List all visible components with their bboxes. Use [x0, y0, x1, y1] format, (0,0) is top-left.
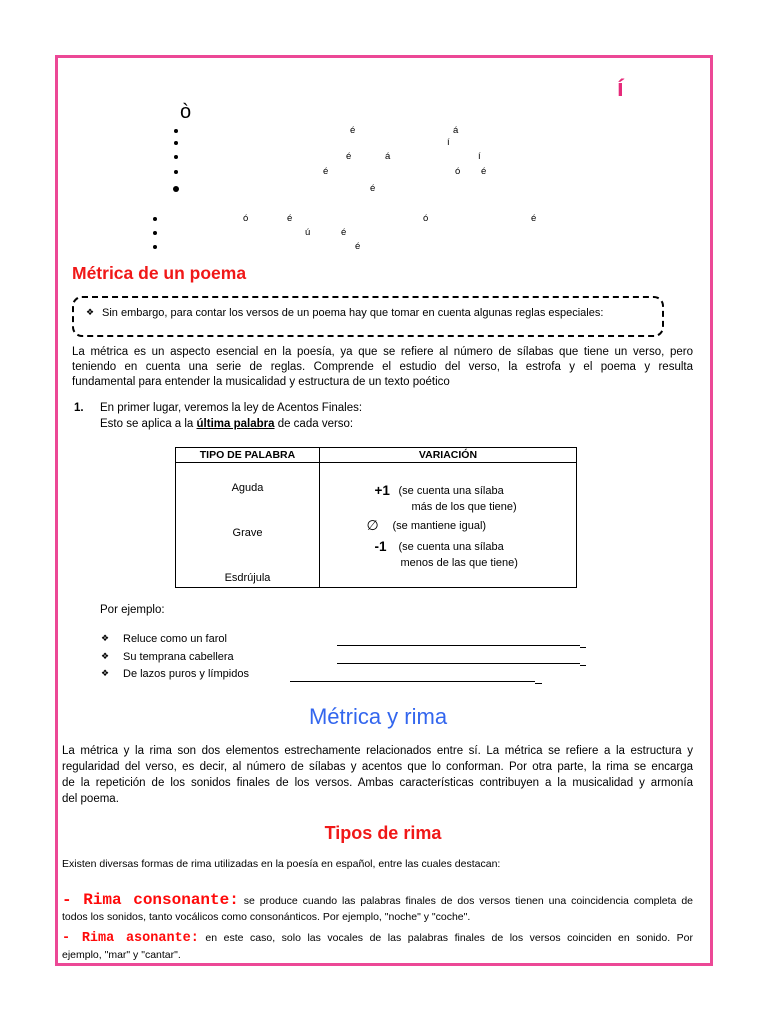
accent-glyph: é	[531, 213, 537, 224]
accent-rules-table	[175, 447, 577, 588]
bullet-dot-icon	[153, 231, 157, 235]
table-header-variacion: VARIACIÓN	[418, 449, 478, 461]
paragraph-metrica-rima	[62, 743, 693, 807]
bullet-dot-icon	[174, 141, 178, 145]
table-cell-tipo: Grave	[232, 526, 263, 539]
section-title-tipos-rima: Tipos de rima	[324, 823, 442, 843]
rima-consonante-label: - Rima consonante:	[62, 891, 239, 909]
diamond-bullet-icon	[101, 632, 109, 646]
table-cell-tipo: Esdrújula	[224, 571, 271, 584]
answer-blank-line	[337, 645, 580, 646]
example-item	[101, 632, 231, 646]
accent-glyph: é	[481, 166, 487, 177]
example-text: De lazos puros y límpidos	[123, 668, 249, 680]
tipos-intro: Existen diversas formas de rima utilizadas en la poesía en español, entre las cuales destacan:	[62, 858, 501, 870]
example-text: Su temprana cabellera	[123, 651, 234, 663]
variation-text: menos de las que tiene)	[400, 556, 518, 569]
step-note-after: de cada verso:	[274, 418, 354, 430]
rima-consonante-continuation: todos los sonidos, tanto vocálicos como consonánticos. Por ejemplo, "noche" y "coche".	[62, 911, 471, 923]
section-title-metrica-poema: Métrica de un poema	[72, 263, 247, 283]
answer-blank-line	[290, 681, 535, 682]
example-item	[101, 667, 251, 681]
diamond-bullet-icon	[101, 650, 109, 664]
accent-glyph: í	[447, 137, 450, 148]
rima-consonante-line	[62, 890, 693, 910]
glyph-row	[0, 137, 768, 149]
bullet-dot-icon	[174, 170, 178, 174]
answer-blank-tail	[580, 665, 586, 666]
rima-asonante-line	[62, 929, 693, 947]
bullet-dot-icon	[153, 217, 157, 221]
rima-asonante-text: en este caso, solo las vocales de las palabras finales de los versos coinciden en sonido. Por	[205, 932, 693, 944]
variation-symbol: +1	[374, 482, 390, 498]
step-note	[100, 417, 353, 431]
example-item	[101, 650, 234, 664]
glyph-row	[0, 241, 768, 253]
paragraph-line: La métrica y la rima son dos elementos estrechamente relacionados entre sí. La métrica se refiere a la estructura y	[62, 745, 693, 757]
table-header-tipo: TIPO DE PALABRA	[199, 449, 296, 461]
paragraph-line: del poema.	[62, 793, 119, 805]
step-note-emphasis: última palabra	[196, 418, 275, 430]
bullet-dot-icon	[153, 245, 157, 249]
accent-glyph: é	[341, 227, 347, 238]
accent-glyph: á	[453, 125, 459, 136]
glyph-row	[0, 151, 768, 163]
variation-symbol: -1	[374, 538, 387, 554]
bullet-dot-icon	[174, 155, 178, 159]
answer-blank-line	[337, 663, 580, 664]
answer-blank-tail	[580, 647, 586, 648]
bullet-dot-icon	[173, 186, 179, 192]
accent-glyph: ó	[423, 213, 429, 224]
step-number: 1.	[74, 402, 84, 414]
accent-glyph: é	[346, 151, 352, 162]
step-text: En primer lugar, veremos la ley de Acentos Finales:	[100, 402, 363, 414]
glyph-row	[0, 166, 768, 178]
table-cell-tipo: Aguda	[231, 481, 264, 494]
paragraph-line: fundamental para entender la musicalidad y estructura de un texto poético	[72, 376, 450, 388]
accent-glyph: é	[350, 125, 356, 136]
accent-glyph: ó	[243, 213, 249, 224]
accent-glyph: ó	[455, 166, 461, 177]
table-column-divider	[319, 448, 320, 587]
accent-glyph: é	[323, 166, 329, 177]
callout-box	[72, 296, 664, 337]
variation-text: (se cuenta una sílaba	[398, 484, 504, 497]
rima-consonante-text: se produce cuando las palabras finales de dos versos tienen una coincidencia completa de	[243, 895, 693, 907]
accent-glyph: é	[370, 183, 376, 194]
variation-symbol: ∅	[366, 517, 379, 534]
paragraph-line: teniendo en cuenta una serie de reglas. Comprende el estudio del verso, la estrofa y el poema y resulta	[72, 361, 693, 373]
diamond-bullet-icon	[101, 667, 109, 681]
section-title-metrica-rima: Métrica y rima	[308, 704, 448, 729]
examples-label: Por ejemplo:	[100, 604, 165, 616]
rima-asonante-label: - Rima asonante:	[62, 931, 199, 946]
glyph-row	[0, 227, 768, 239]
paragraph-line: de la repetición de los sonidos finales de los versos. Ambas características contribuyen a la musicalidad y armonía	[62, 777, 693, 789]
glyph-row	[0, 213, 768, 225]
glyph-row	[0, 183, 768, 195]
accent-glyph-top-right: í	[617, 75, 624, 102]
paragraph-line: regularidad del verso, es decir, al número de sílabas y acentos que lo conforman. Por otra parte, la rima se encarga	[62, 761, 693, 773]
diamond-bullet-icon	[86, 306, 94, 320]
accent-glyph: é	[287, 213, 293, 224]
accent-glyph: ú	[305, 227, 311, 238]
paragraph-metrica-definicion	[72, 345, 693, 390]
rima-asonante-continuation: ejemplo, "mar" y "cantar".	[62, 949, 181, 961]
variation-text: más de los que tiene)	[411, 500, 517, 513]
accent-glyph: é	[355, 241, 361, 252]
paragraph-line: La métrica es un aspecto esencial en la poesía, ya que se refiere al número de sílabas que tiene un verso, pero	[72, 346, 693, 358]
example-text: Reluce como un farol	[123, 633, 227, 645]
accent-glyph-top-left: ò	[180, 101, 192, 123]
glyph-row	[0, 125, 768, 137]
variation-text: (se cuenta una sílaba	[398, 540, 504, 553]
bullet-dot-icon	[174, 129, 178, 133]
accent-glyph: á	[385, 151, 391, 162]
step-note-before: Esto se aplica a la	[100, 418, 197, 430]
accent-glyph: í	[478, 151, 481, 162]
variation-text: (se mantiene igual)	[392, 519, 487, 532]
answer-blank-tail	[535, 683, 542, 684]
callout-text: Sin embargo, para contar los versos de un poema hay que tomar en cuenta algunas reglas especiales:	[102, 307, 604, 319]
